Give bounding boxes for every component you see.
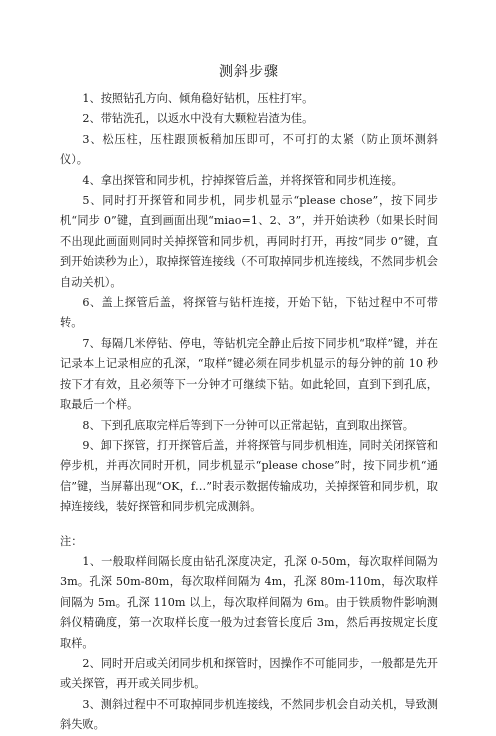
document-page (60, 62, 438, 736)
step-8: 8、下到孔底取完样后等到下一分钟可以正常起钻，直到取出探管。 (82, 418, 414, 432)
step-1: 1、按照钻孔方向、倾角稳好钻机，压柱打牢。 (82, 92, 314, 105)
note-2: 2、同时开启或关闭同步机和探管时，因操作不可能同步，一般都是先开或关探管，再开或关同步机。 (60, 656, 438, 691)
steps-section (60, 89, 438, 518)
step-2: 2、带钻洗孔，以返水中没有大颗粒岩渣为佳。 (82, 112, 314, 126)
step-9: 9、卸下探管，打开探管后盖，并将探管与同步机相连，同时关闭探管和停步机，并再次同时开机，同步机显示“please chose”时，按下同步机“通信”键，当屏幕出现“OK，f…”时表示数据传输成功，关掉探管和同步机，取掉连接线，装好探管和同步机完成测斜。 (60, 438, 438, 514)
notes-section (60, 532, 438, 736)
step-4: 4、拿出探管和同步机，拧掉探管后盖，并将探管和同步机连接。 (82, 173, 403, 187)
step-5: 5、同时打开探管和同步机，同步机显示“please chose”，按下同步机“同步 0”键，直到画面出现“miao=1、2、3”，并开始读秒（如果长时间不出现此画面则同时关掉探管和同步机，再同时打开，再按“同步 0”键，直到开始读秒为止），取掉探管连接线（不可取掉同步机连接线，不然同步机会自动关机）。 (60, 194, 438, 289)
document-title: 测斜步骤 (219, 64, 279, 80)
step-7: 7、每隔几米停钻、停电，等钻机完全静止后按下同步机“取样”键，并在记录本上记录相应的孔深，“取样”键必须在同步机显示的每分钟的前 10 秒按下才有效，且必须等下一分钟才可继续下钻。如此轮回，直到下到孔底，取最后一个样。 (60, 336, 438, 412)
section-gap (60, 518, 438, 532)
note-1: 1、一般取样间隔长度由钻孔深度决定，孔深 0-50m，每次取样间隔为 3m。孔深 50m-80m，每次取样间隔为 4m，孔深 80m-110m，每次取样间隔为 5m。孔深 110m 以上，每次取样间隔为 6m。由于铁质物件影响测斜仪精确度，第一次取样长度一般为过套管长度后 3m，然后再按规定长度取样。 (60, 554, 438, 650)
step-3: 3、松压柱，压柱跟顶板稍加压即可，不可打的太紧（防止顶坏测斜仪）。 (60, 132, 438, 167)
note-label: 注： (60, 534, 83, 548)
note-3: 3、测斜过程中不可取掉同步机连接线，不然同步机会自动关机，导致测斜失败。 (60, 697, 438, 732)
step-6: 6、盖上探管后盖，将探管与钻杆连接，开始下钻，下钻过程中不可带转。 (60, 296, 438, 330)
